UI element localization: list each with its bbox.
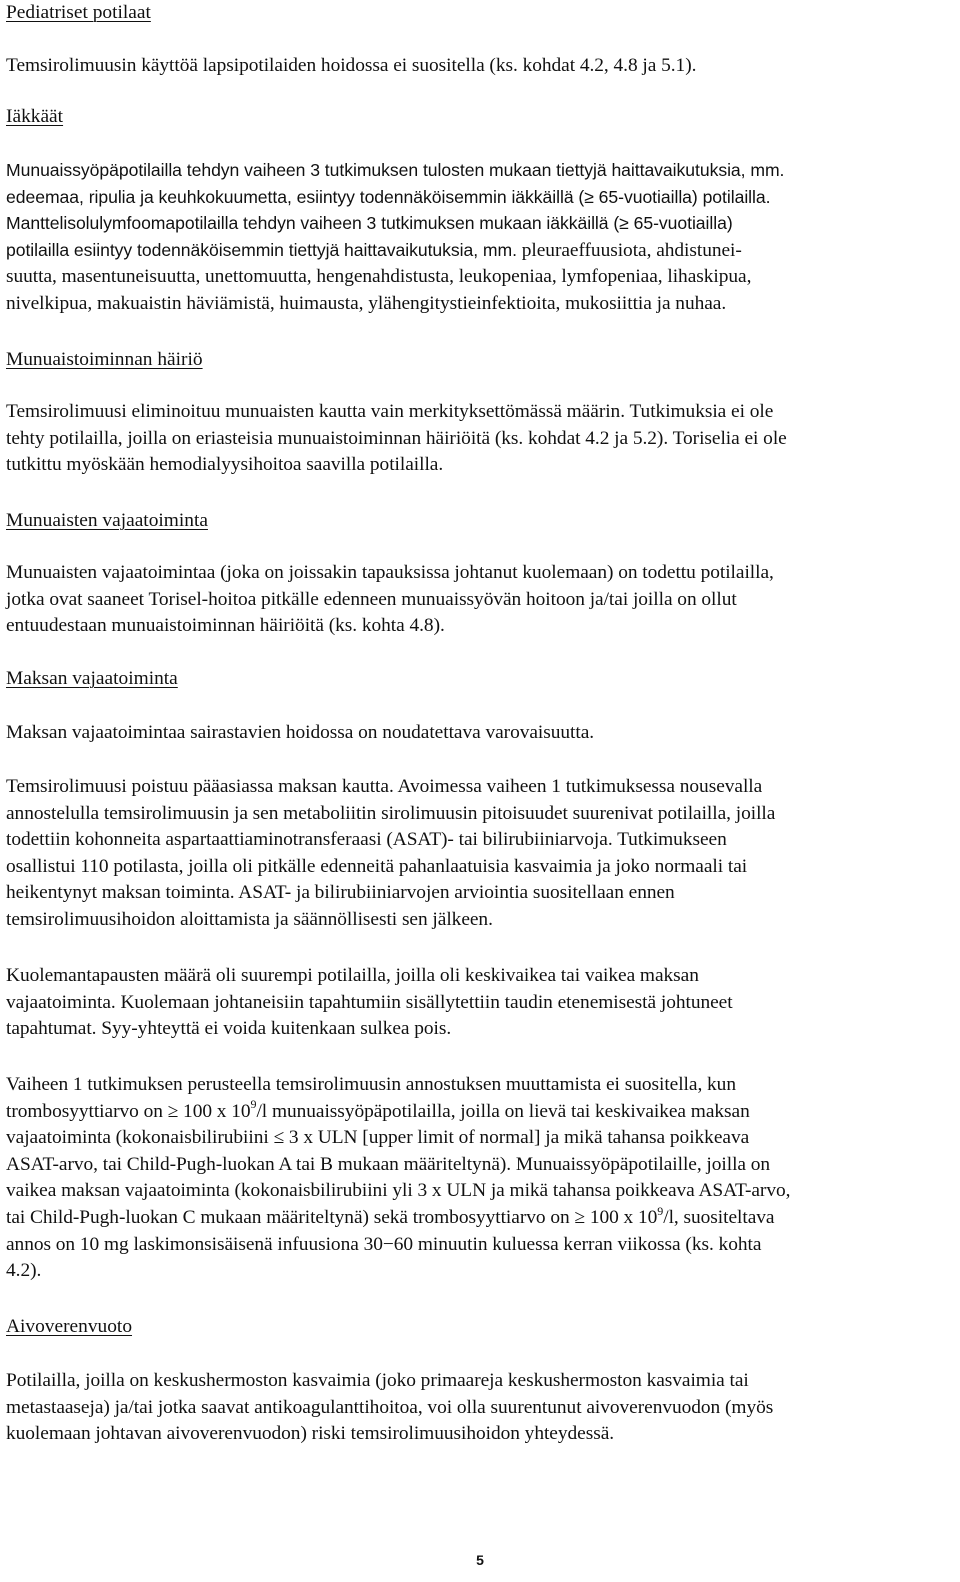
text-span: pleuraeffuusiota, ahdistunei- (516, 239, 742, 261)
page-number: 5 (476, 1552, 484, 1568)
text-line (6, 1125, 950, 1152)
text-line: Munuaisten vajaatoimintaa (joka on joissakin tapauksissa johtanut kuolemaan) on todettu potilailla, (6, 562, 774, 583)
text-line: 4.2). (6, 1260, 42, 1282)
heading-hemorrhage: Aivoverenvuoto (6, 1316, 133, 1337)
text-line: osallistui 110 potilasta, joilla oli pitkälle edenneitä pahanlaatuisia kasvaimia ja joko normaali tai (6, 855, 748, 877)
heading-renal-impairment: Munuaistoiminnan häiriö (6, 349, 203, 370)
text-line: kuolemaan johtavan aivoverenvuodon) riski temsirolimuusihoidon yhteydessä. (6, 1423, 615, 1445)
text-span: /l munuaissyöpäpotilailla, joilla on lievä tai keskivaikea maksan (256, 1100, 750, 1122)
greater-equal-symbol: ≥ (167, 1100, 179, 1122)
text-span: 100 x 10 (585, 1206, 658, 1228)
text-line: temsirolimuusihoidon aloittamista ja säännöllisesti sen jälkeen. (6, 908, 493, 930)
text-line (6, 184, 950, 211)
text-line (6, 1205, 950, 1232)
text-line: nivelkipua, makuaistin häviämistä, huimausta, ylähengitystieinfektioita, mukosiittia ja nuhaa. (6, 292, 727, 314)
paragraph-hepatic-1: Maksan vajaatoimintaa sairastavien hoidossa on noudatettava varovaisuutta. (6, 722, 595, 743)
text-span: potilailla esiintyy todennäköisemmin tiettyjä haittavaikutuksia, mm. (6, 239, 517, 260)
text-span: trombosyyttiarvo on (6, 1100, 168, 1122)
text-span: 65-vuotiailla) (628, 213, 733, 233)
paragraph-renal-impairment (6, 399, 950, 479)
paragraph-hepatic-3 (6, 963, 950, 1043)
heading-elderly: Iäkkäät (6, 106, 64, 127)
text-line: metastaaseja) ja/tai jotka saavat antikoagulanttihoitoa, voi olla suurentunut aivoverenvuodon (myös (6, 1396, 774, 1418)
text-line (6, 1099, 950, 1126)
paragraph-elderly-2 (6, 210, 950, 317)
text-span: tai Child-Pugh-luokan C mukaan määriteltynä) sekä trombosyyttiarvo on (6, 1206, 575, 1228)
text-span: 65-vuotiailla) potilailla. (593, 186, 771, 207)
text-line: annos on 10 mg laskimonsisäisenä infuusiona 30−60 minuutin kuluessa kerran viikossa (ks. kohta (6, 1233, 762, 1255)
text-line: Vaiheen 1 tutkimuksen perusteella temsirolimuusin annostuksen muuttamista ei suositella, kun (6, 1074, 736, 1095)
paragraph-hepatic-4 (6, 1072, 950, 1285)
less-equal-symbol: ≤ (273, 1127, 285, 1149)
text-span: 100 x 10 (178, 1100, 251, 1122)
text-line (6, 237, 950, 265)
heading-hepatic: Maksan vajaatoiminta (6, 668, 178, 689)
text-span: /l, suositeltava (663, 1206, 775, 1228)
text-line: Potilailla, joilla on keskushermoston kasvaimia (joko primaareja keskushermoston kasvaimia tai (6, 1370, 749, 1391)
paragraph-elderly-1 (6, 157, 950, 210)
text-line: annostelulla temsirolimuusin ja sen metaboliitin sirolimuusin pitoisuudet suurenivat potilailla, joilla (6, 802, 776, 824)
greater-equal-symbol: ≥ (619, 213, 629, 233)
text-line: Temsirolimuusi poistuu pääasiassa maksan kautta. Avoimessa vaiheen 1 tutkimuksessa nousevalla (6, 776, 763, 797)
text-line: tehty potilailla, joilla on eriasteisia munuaistoiminnan häiriöitä (ks. kohdat 4.2 ja 5.2). Toriselia ei ole (6, 427, 787, 449)
superscript: 9 (250, 1097, 257, 1112)
text-line: todettiin kohonneita aspartaattiaminotransferaasi (ASAT)- tai bilirubiiniarvoja. Tutkimukseen (6, 829, 727, 851)
text-span: vajaatoiminta (kokonaisbilirubiini (6, 1127, 274, 1149)
text-line: heikentynyt maksan toiminta. ASAT- ja bilirubiiniarvojen arviointia suositellaan ennen (6, 882, 675, 904)
text-line: Munuaissyöpäpotilailla tehdyn vaiheen 3 tutkimuksen tulosten mukaan tiettyjä haittavaikutuksia, mm. (6, 160, 785, 180)
text-line: tutkittu myöskään hemodialyysihoitoa saavilla potilailla. (6, 454, 444, 476)
text-line: jotka ovat saaneet Torisel-hoitoa pitkälle edenneen munuaissyövän hoitoon ja/tai joilla on ollut (6, 588, 737, 610)
heading-renal-failure: Munuaisten vajaatoiminta (6, 510, 208, 531)
paragraph-hepatic-2 (6, 774, 950, 934)
heading-pediatric: Pediatriset potilaat (6, 2, 151, 23)
paragraph-hemorrhage (6, 1368, 950, 1448)
text-line (6, 210, 950, 237)
greater-equal-symbol: ≥ (584, 186, 594, 207)
text-line: ASAT-arvo, tai Child-Pugh-luokan A tai B mukaan määriteltynä). Munuaissyöpäpotilaille, joilla on (6, 1153, 771, 1175)
text-span: 3 x ULN [upper limit of normal] ja mikä tahansa poikkeava (284, 1127, 750, 1149)
text-span: Manttelisolulymfoomapotilailla tehdyn vaiheen 3 tutkimuksen mukaan iäkkäillä ( (6, 213, 620, 233)
text-line: Kuolemantapausten määrä oli suurempi potilailla, joilla oli keskivaikea tai vaikea maksan (6, 965, 699, 986)
greater-equal-symbol: ≥ (574, 1206, 586, 1228)
paragraph-pediatric: Temsirolimuusin käyttöä lapsipotilaiden hoidossa ei suositella (ks. kohdat 4.2, 4.8 ja 5.1). (6, 55, 697, 76)
text-line: tapahtumat. Syy-yhteyttä ei voida kuitenkaan sulkea pois. (6, 1018, 452, 1040)
superscript: 9 (657, 1203, 664, 1218)
text-line: entuudestaan munuaistoiminnan häiriöitä (ks. kohta 4.8). (6, 615, 445, 637)
text-line: suutta, masentuneisuutta, unettomuutta, hengenahdistusta, leukopeniaa, lymfopeniaa, lihaskipua, (6, 266, 752, 288)
text-span: edeemaa, ripulia ja keuhkokuumetta, esiintyy todennäköisemmin iäkkäillä ( (6, 186, 585, 207)
text-line: Temsirolimuusi eliminoituu munuaisten kautta vain merkityksettömässä määrin. Tutkimuksia ei ole (6, 401, 774, 422)
paragraph-renal-failure (6, 560, 950, 640)
text-line: vajaatoiminta. Kuolemaan johtaneisiin tapahtumiin sisällytettiin taudin etenemisestä johtuneet (6, 991, 733, 1013)
text-line: vaikea maksan vajaatoiminta (kokonaisbilirubiini yli 3 x ULN ja mikä tahansa poikkeava ASAT-arvo, (6, 1180, 791, 1202)
